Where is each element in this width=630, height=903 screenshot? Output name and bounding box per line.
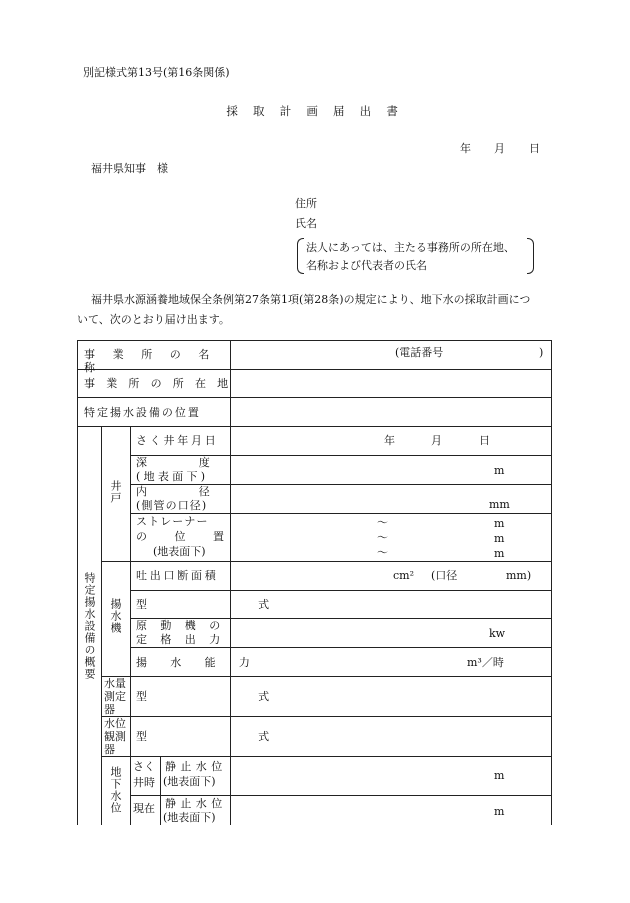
strainer-unit-2: m: [494, 532, 505, 545]
corp-note-line1: 法人にあっては、主たる事務所の所在地、: [306, 241, 515, 254]
name-label: 氏名: [295, 217, 317, 230]
pump-location-label: 特定揚水設備の位置: [84, 406, 201, 419]
water-level-meter-label: 水位観測器: [104, 717, 126, 756]
depth-sub-label: (地表面下): [136, 470, 209, 483]
water-level-meter-model-label: 型 式: [136, 730, 299, 743]
water-meter-model-label: 型 式: [136, 690, 299, 703]
outlet-area-unit: cm²: [393, 569, 415, 582]
bore-label: (口径: [431, 569, 458, 582]
static-level-unit-2: m: [494, 805, 505, 818]
strainer-unit-3: m: [494, 547, 505, 560]
current-label: 現在: [133, 802, 155, 815]
capacity-label: 揚 水 能 力: [136, 656, 260, 669]
office-location-label: 事 業 所 の 所 在 地: [84, 377, 233, 390]
static-level-sub-label-2: (地表面下): [163, 811, 216, 824]
drill-day: 日: [479, 434, 490, 447]
date-month-label: 月: [494, 142, 505, 155]
drill-month: 月: [431, 434, 442, 447]
corp-note-line2: 名称および代表者の氏名: [306, 259, 427, 272]
drill-date-label: さく井年月日: [136, 434, 219, 447]
outline-label: 特定揚水設備の概要: [83, 572, 96, 680]
inner-diameter-sub-label: (側管の口径): [136, 499, 208, 512]
water-meter-label: 水量測定器: [104, 677, 126, 716]
model-label: 型 式: [136, 598, 299, 611]
document-title: 採 取 計 画 届 出 書: [226, 104, 404, 118]
well-group-label: 井戸: [109, 480, 122, 504]
inner-diameter-unit: mm: [489, 498, 510, 511]
body-text-line2: いて、次のとおり届け出ます。: [77, 313, 230, 326]
depth-unit: m: [494, 464, 505, 477]
phone-label: (電話番号: [395, 346, 444, 359]
capacity-unit: m³／時: [467, 656, 504, 669]
groundwater-level-label: 地下水位: [109, 766, 122, 814]
outlet-area-label: 吐出口断面積: [136, 569, 219, 582]
motor-output-label: 定 格 出 力: [136, 633, 226, 646]
body-text-line1: 福井県水源涵養地域保全条例第27条第1項(第28条)の規定により、地下水の採取計画につ: [91, 293, 531, 306]
right-bracket: [527, 238, 534, 274]
at-drilling-label: さく井時: [133, 760, 155, 789]
motor-label: 原 動 機 の: [136, 619, 226, 632]
addressee: 福井県知事 様: [91, 162, 168, 175]
address-label: 住所: [295, 197, 317, 210]
date-day-label: 日: [529, 142, 540, 155]
strainer-label: ストレーナー: [136, 515, 209, 528]
strainer-sub-label: (地表面下): [153, 545, 206, 558]
strainer-tilde-1: ～: [377, 516, 388, 529]
date-year-label: 年: [460, 142, 471, 155]
left-bracket: [297, 238, 304, 274]
static-level-label-1: 静止水位: [165, 760, 227, 773]
strainer-tilde-2: ～: [377, 531, 388, 544]
strainer-unit-1: m: [494, 517, 505, 530]
strainer-tilde-3: ～: [377, 546, 388, 559]
bore-unit: mm): [506, 569, 532, 582]
form-number: 別記様式第13号(第16条関係): [83, 66, 230, 79]
drill-year: 年: [384, 434, 395, 447]
motor-unit: kw: [489, 627, 506, 640]
static-level-sub-label-1: (地表面下): [163, 775, 216, 788]
strainer-position-label: の 位 置: [136, 530, 233, 543]
inner-diameter-label: 内 径: [136, 485, 220, 498]
office-name-label: 事 業 所 の 名 称: [84, 348, 228, 374]
static-level-unit-1: m: [494, 769, 505, 782]
pump-group-label: 揚水機: [109, 598, 122, 634]
static-level-label-2: 静止水位: [165, 797, 227, 810]
phone-close: ): [539, 346, 544, 359]
depth-label: 深 度: [136, 456, 220, 469]
